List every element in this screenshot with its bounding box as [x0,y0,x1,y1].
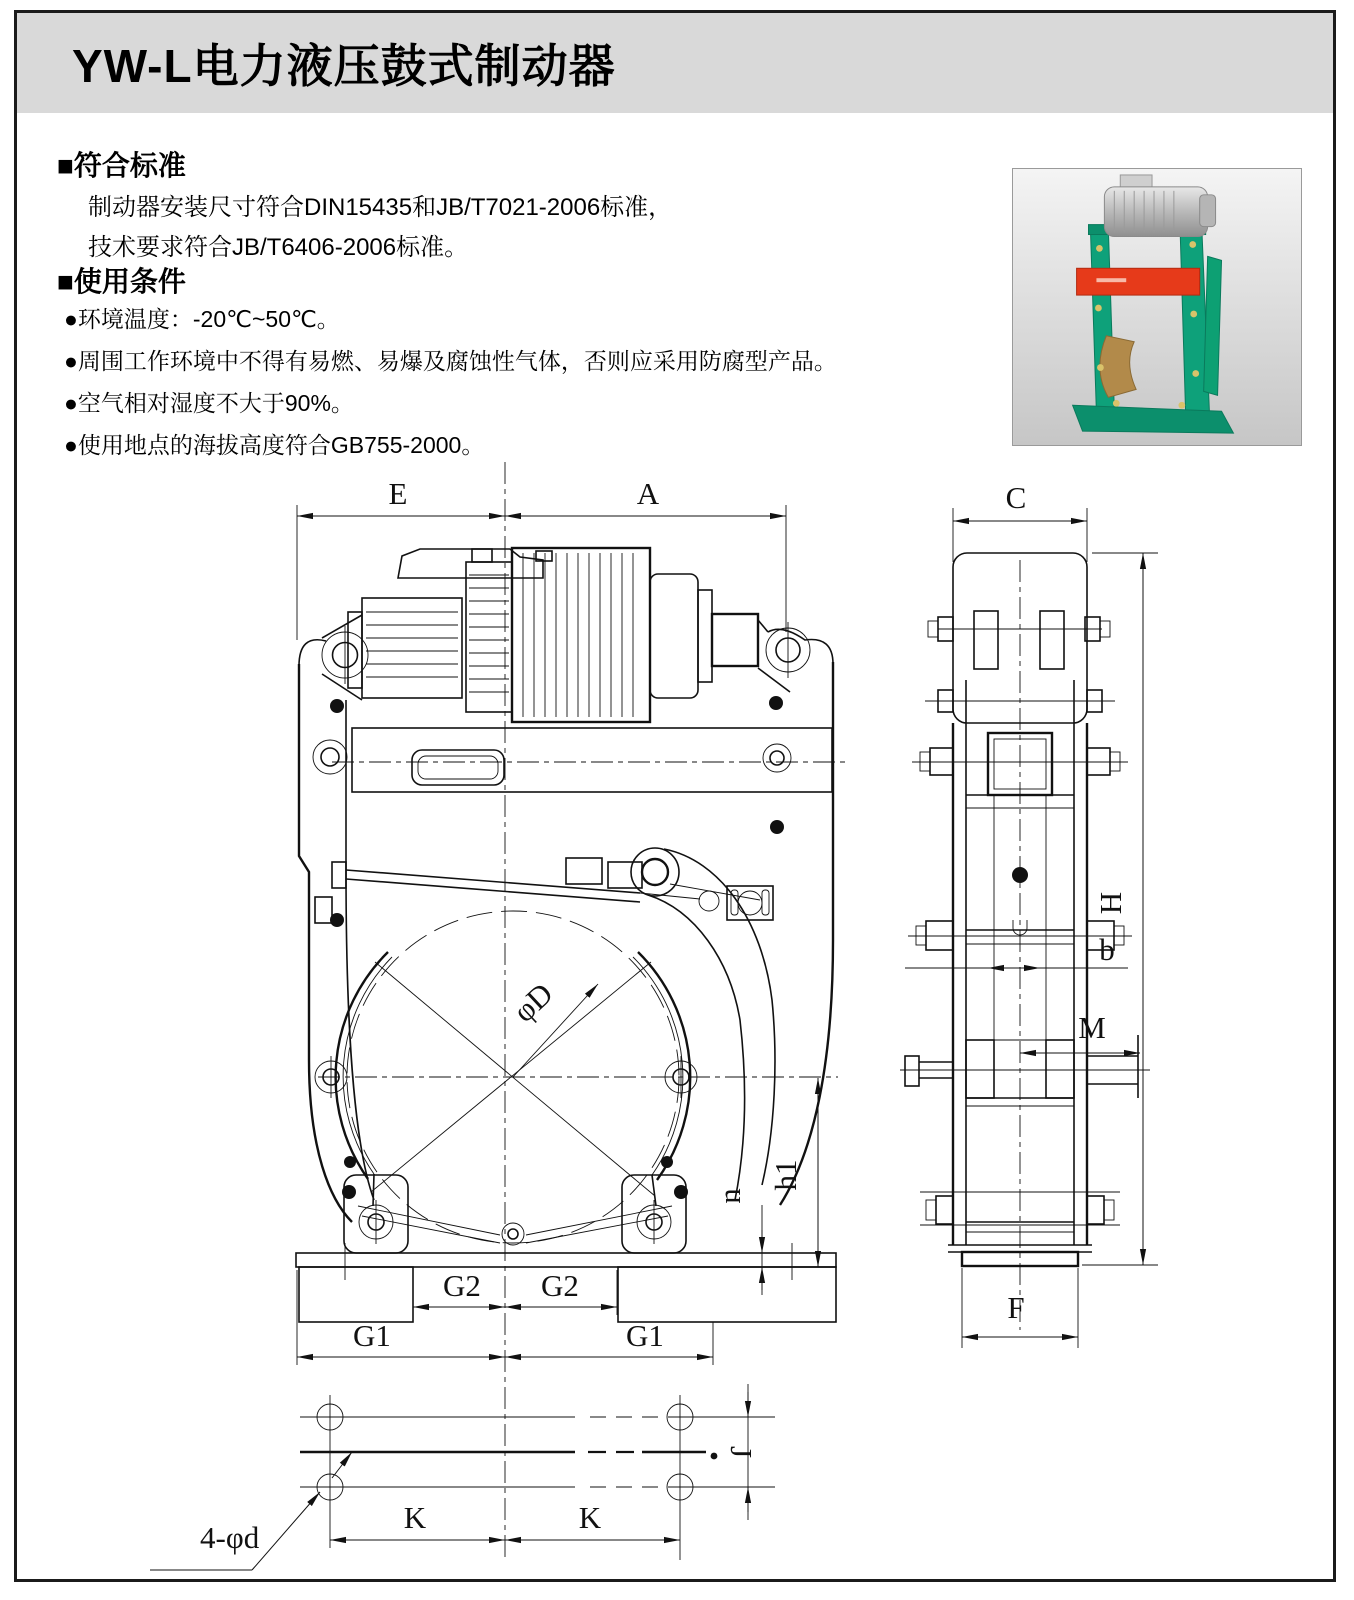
dim-label-a: A [636,476,660,511]
dim-label-phi-d: φD [506,975,560,1029]
condition-item-2: ●周围工作环境中不得有易燃、易爆及腐蚀性气体，否则应采用防腐型产品。 [64,348,837,374]
standards-line-1: 制动器安装尺寸符合DIN15435和JB/T7021-2006标准， [88,194,673,221]
dim-label-m: M [1078,1010,1106,1045]
dim-label-b: b [1099,932,1115,967]
standards-heading: ■符合标准 [57,150,186,181]
dim-label-c: C [1005,480,1027,515]
condition-item-3: ●空气相对湿度不大于90%。 [64,390,354,416]
product-photo [1012,168,1302,446]
dim-label-k-right: K [578,1500,602,1535]
dim-label-f: F [1007,1290,1025,1325]
dim-label-g2-right: G2 [541,1268,579,1303]
bottom-view [150,1384,775,1570]
dim-label-g1-left: G1 [353,1318,391,1353]
conditions-heading: ■使用条件 [57,266,186,297]
dim-label-n: n [712,1188,747,1204]
standards-line-2: 技术要求符合JB/T6406-2006标准。 [88,234,469,261]
condition-item-4: ●使用地点的海拔高度符合GB755-2000。 [64,432,485,458]
side-view [900,480,1158,1348]
dim-label-h: H [1093,891,1128,915]
front-view [296,462,850,1562]
dim-label-g1-right: G1 [626,1318,664,1353]
dim-label-holes: 4-φd [200,1520,260,1555]
dim-label-h1: h1 [768,1159,803,1191]
product-photo-illustration [1013,169,1301,445]
technical-drawing [0,455,1354,1585]
header-bar [17,13,1333,113]
page-title: YW-L电力液压鼓式制动器 [72,40,616,92]
dim-label-g2-left: G2 [443,1268,481,1303]
dim-label-j: J [724,1445,759,1459]
condition-item-1: ●环境温度：-20℃~50℃。 [64,306,340,332]
dim-label-e: E [388,476,408,511]
dim-label-k-left: K [403,1500,427,1535]
